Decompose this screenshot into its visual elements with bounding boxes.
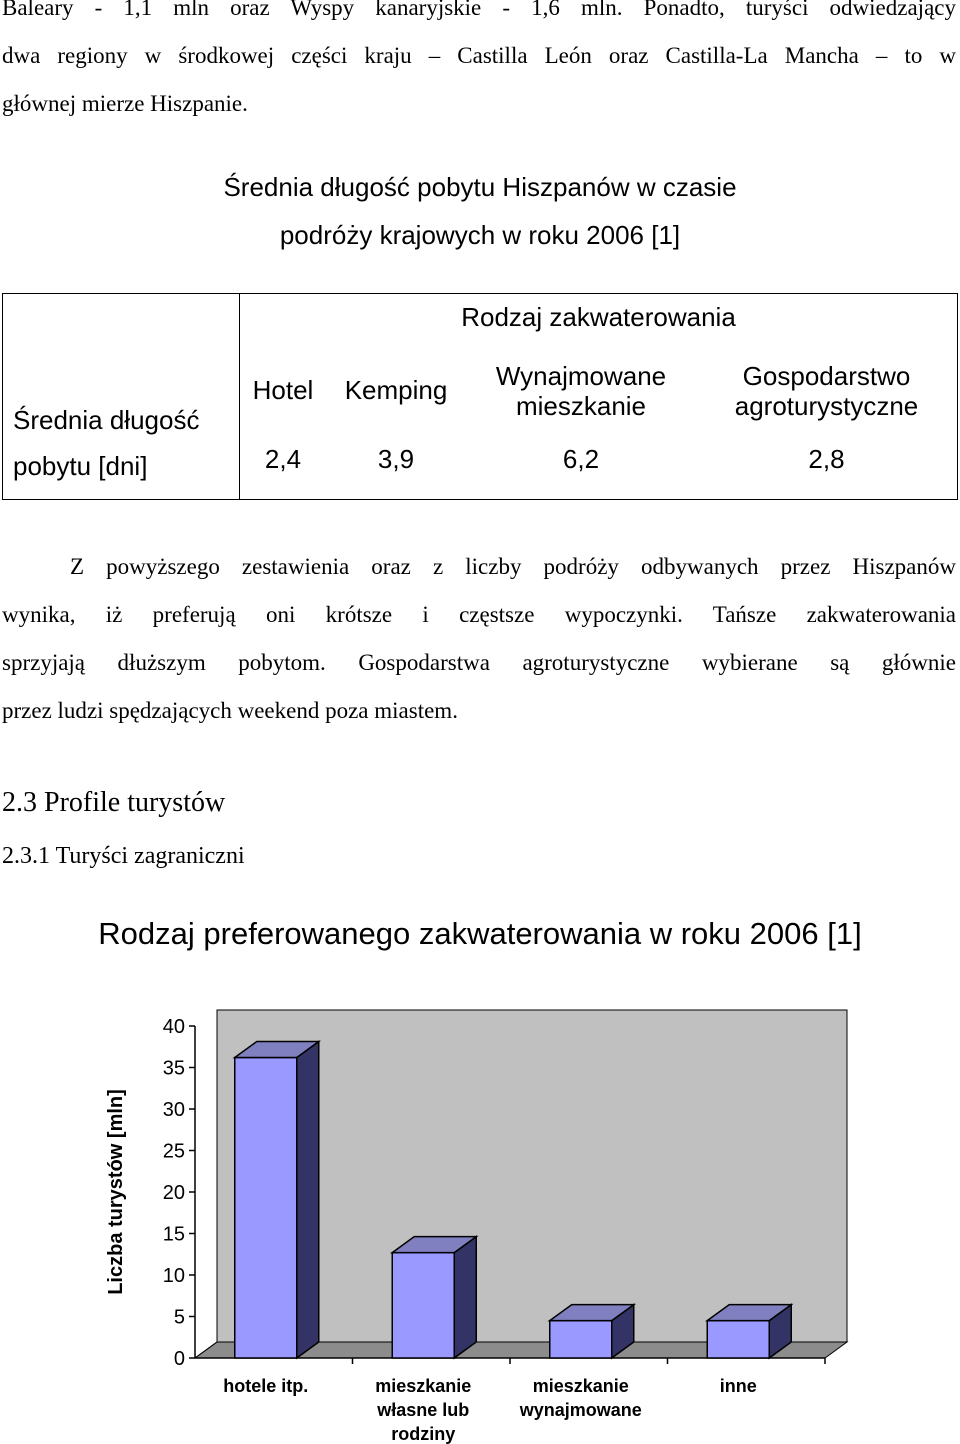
y-tick-label: 35 <box>162 1057 185 1080</box>
summary-line: sprzyjają dłuższym pobytom. Gospodarstwa agroturystyczne wybierane są głównie <box>2 650 956 675</box>
intro-line: dwa regiony w środkowej części kraju – Castilla León oraz Castilla-La Mancha – to w <box>2 43 956 68</box>
row-header-label: pobytu [dni] <box>13 450 148 481</box>
x-tick-label: mieszkanie <box>532 1376 629 1396</box>
summary-paragraph <box>2 543 956 735</box>
x-tick-label: inne <box>719 1376 757 1396</box>
accommodation-bar-chart <box>0 954 960 1444</box>
subsection-heading: 2.3.1 Turyści zagraniczni <box>2 843 245 869</box>
column-header: Kemping <box>344 375 448 405</box>
bar <box>550 1321 612 1358</box>
group-header: Rodzaj zakwaterowania <box>240 294 958 342</box>
value-cell: 2,8 <box>696 440 958 500</box>
value-cell: 3,9 <box>326 440 466 500</box>
value-cell: 6,2 <box>466 440 696 500</box>
y-axis-label: Liczba turystów [mln] <box>105 1089 127 1295</box>
table-title-line: podróży krajowych w roku 2006 [1] <box>279 220 681 250</box>
section-heading: 2.3 Profile turystów <box>2 787 226 818</box>
y-tick-label: 25 <box>162 1140 185 1163</box>
x-tick-label: własne lub <box>377 1400 470 1420</box>
y-tick-label: 30 <box>162 1099 185 1121</box>
x-tick-label: wynajmowane <box>519 1400 642 1420</box>
column-header: Gospodarstwo agroturystyczne <box>696 342 958 440</box>
summary-line: przez ludzi spędzających weekend poza miastem. <box>2 698 458 723</box>
bar <box>392 1253 454 1358</box>
intro-line: głównej mierze Hiszpanie. <box>2 91 248 116</box>
summary-line: wynika, iż preferują oni krótsze i częstsze wypoczynki. Tańsze zakwaterowania <box>2 602 956 627</box>
column-header: Hotel <box>240 342 327 440</box>
x-tick-label: mieszkanie <box>375 1376 472 1396</box>
y-tick-label: 0 <box>173 1348 185 1370</box>
y-tick-label: 15 <box>162 1223 185 1246</box>
y-tick-label: 10 <box>162 1265 185 1287</box>
summary-line: Z powyższego zestawienia oraz z liczby podróży odbywanych przez Hiszpanów <box>70 554 956 579</box>
table-title-line: Średnia długość pobytu Hiszpanów w czasie <box>223 172 737 202</box>
y-tick-label: 40 <box>162 1016 185 1038</box>
chart-title: Rodzaj preferowanego zakwaterowania w roku 2006 [1] <box>98 916 862 951</box>
table-title <box>0 163 960 259</box>
stay-length-table <box>2 293 958 500</box>
row-header-cell <box>3 294 240 500</box>
bar-side <box>297 1042 319 1358</box>
y-tick-label: 20 <box>162 1182 185 1204</box>
bar-side <box>454 1237 476 1358</box>
intro-line: Baleary - 1,1 mln oraz Wyspy kanaryjskie - 1,6 mln. Ponadto, turyści odwiedzający <box>2 0 956 20</box>
x-tick-label: hotele itp. <box>223 1376 309 1396</box>
value-cell: 2,4 <box>240 440 327 500</box>
bar <box>235 1058 297 1358</box>
x-tick-label: rodziny <box>391 1424 456 1444</box>
bar <box>707 1321 769 1358</box>
row-header-label: Średnia długość <box>13 404 200 435</box>
column-header: Wynajmowane mieszkanie <box>495 360 667 421</box>
intro-paragraph <box>2 0 956 128</box>
y-tick-label: 5 <box>173 1306 185 1329</box>
